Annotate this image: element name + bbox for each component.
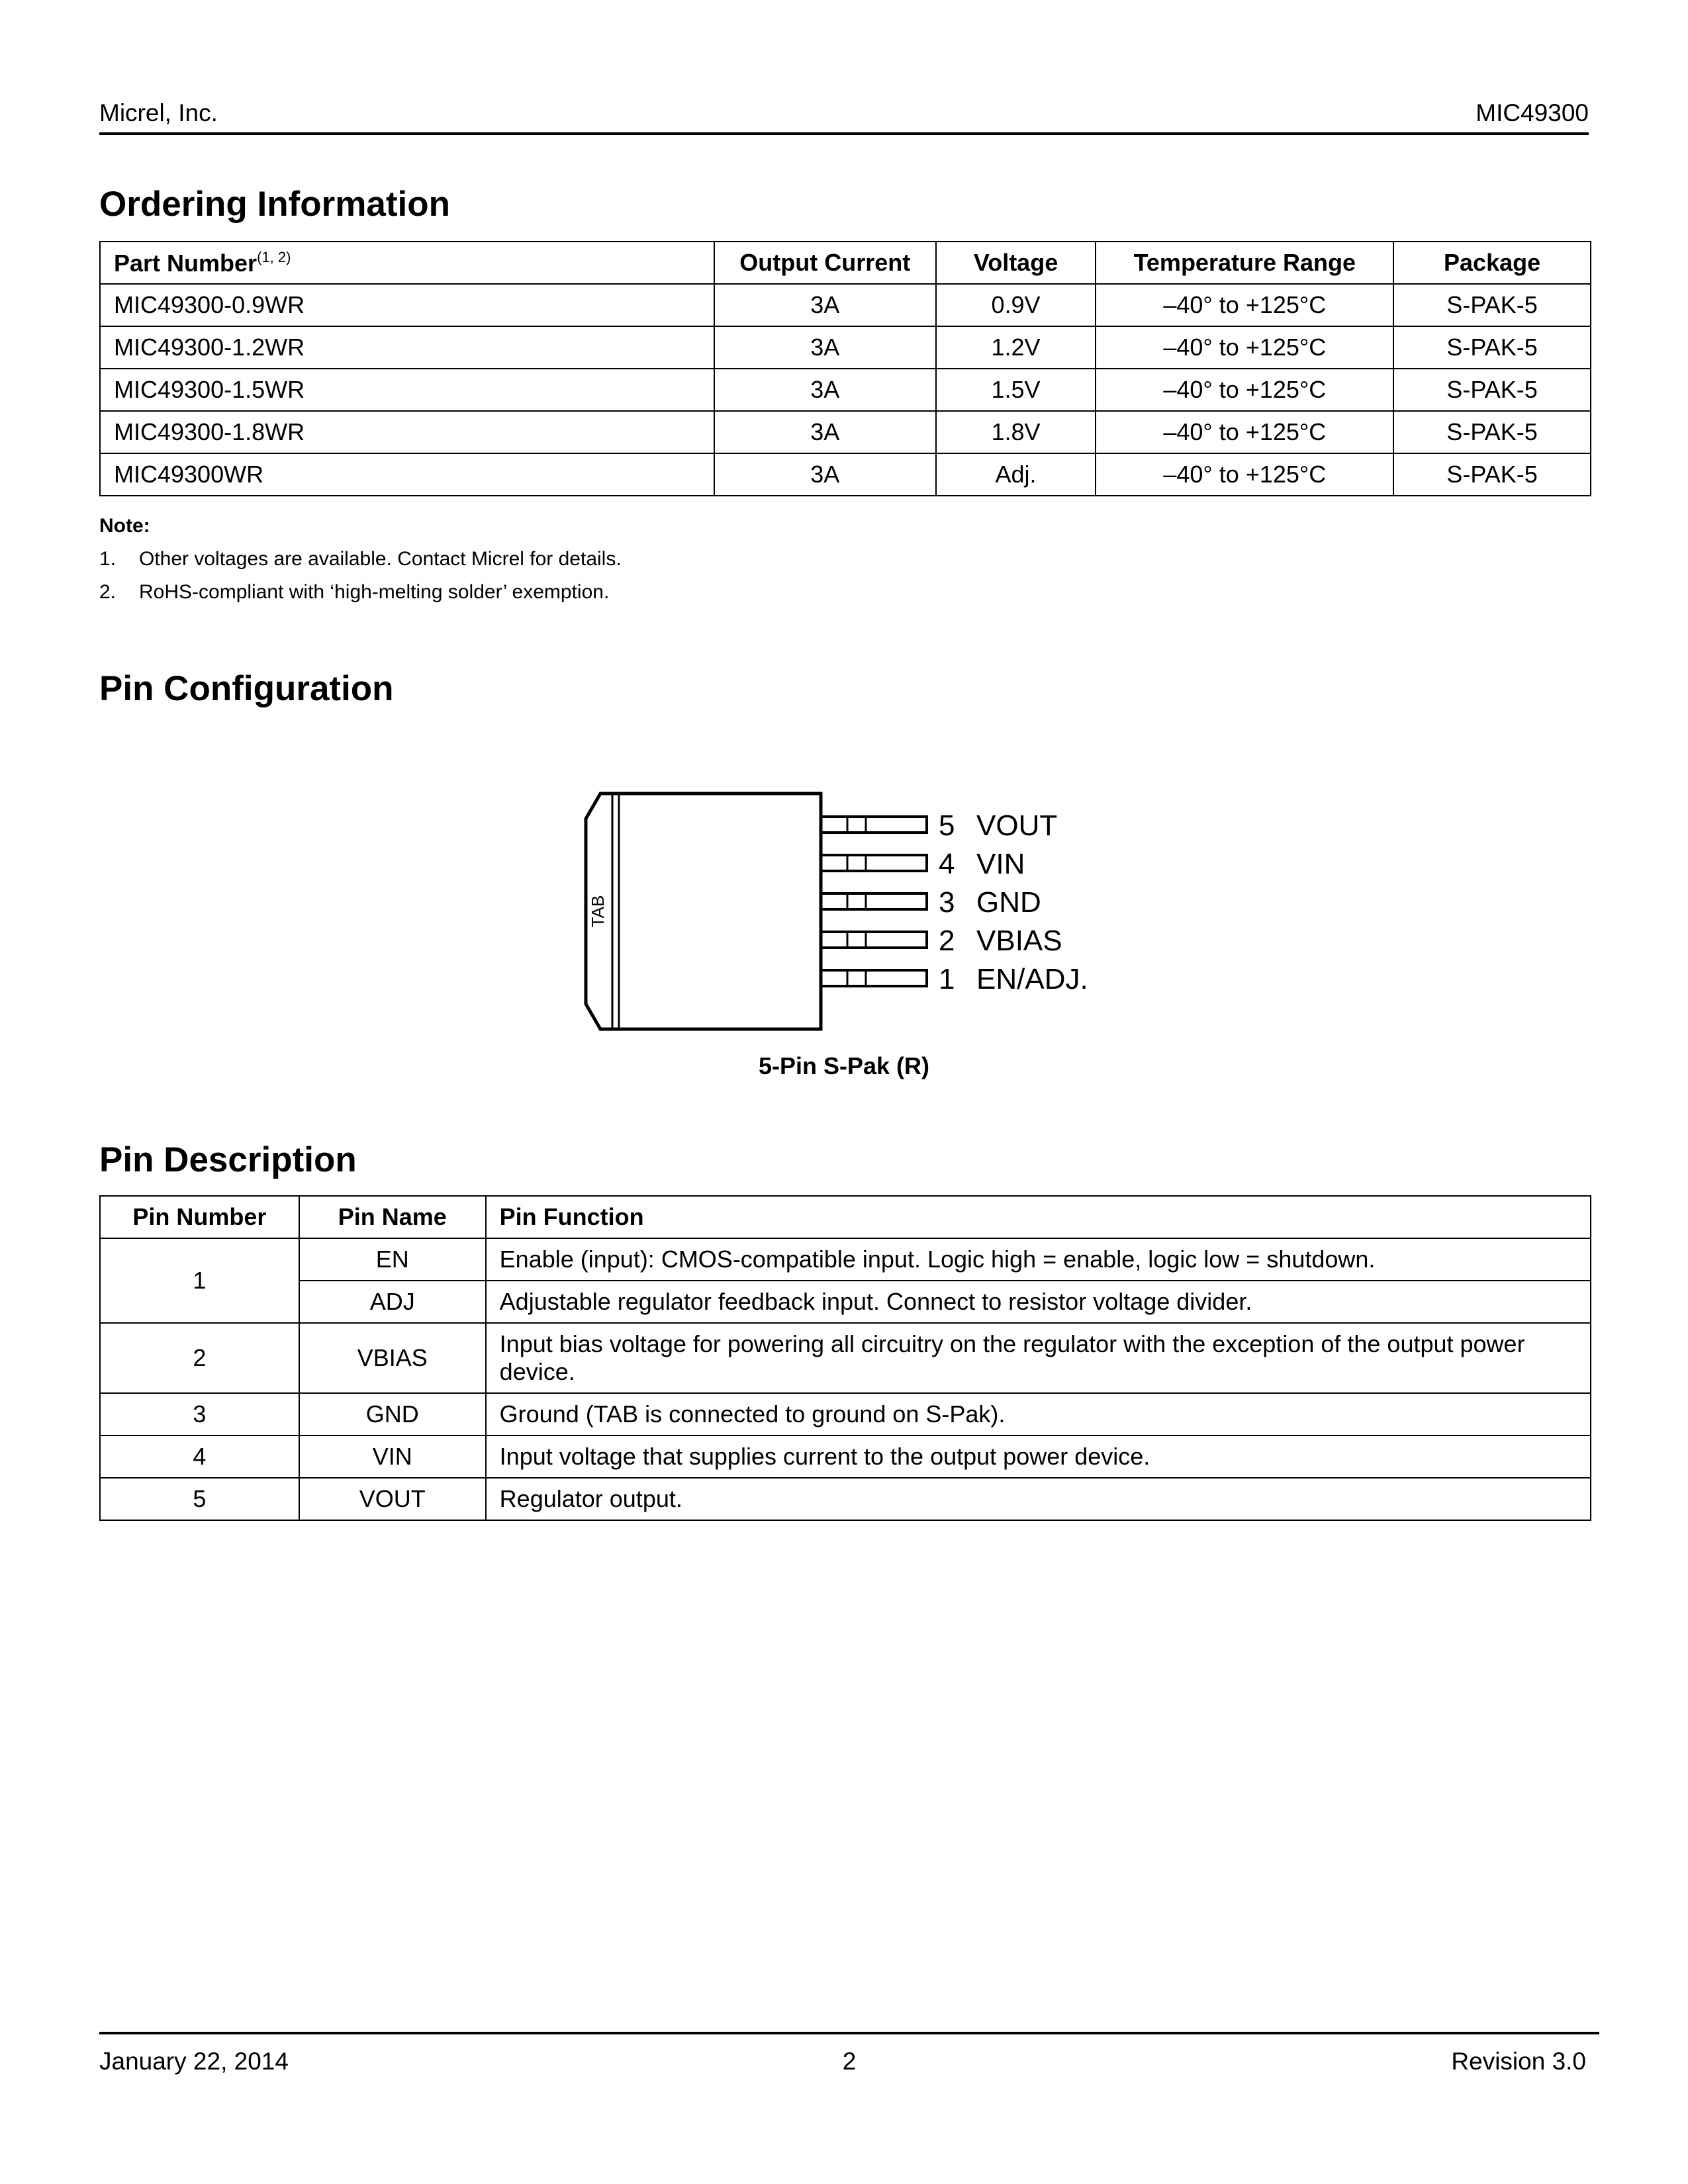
header-company: Micrel, Inc. xyxy=(99,99,218,126)
pin-name-cell: VBIAS xyxy=(299,1323,486,1393)
table-row xyxy=(100,411,1591,453)
pin-lead xyxy=(821,932,927,948)
pin-lead xyxy=(821,855,927,871)
table-row xyxy=(100,369,1591,411)
part-number-cell: MIC49300-1.2WR xyxy=(100,326,714,369)
pin-function-cell: Enable (input): CMOS-compatible input. Logic high = enable, logic low = shutdown. xyxy=(486,1238,1591,1281)
pin-lead xyxy=(821,817,927,833)
ordering-header-package: Package xyxy=(1393,242,1591,284)
pin-number-label: 2 xyxy=(939,925,955,957)
table-row xyxy=(100,1238,1591,1281)
pin-name-cell: GND xyxy=(299,1393,486,1435)
note-item xyxy=(99,548,622,570)
temperature-range-cell: –40° to +125°C xyxy=(1096,284,1393,326)
ordering-title: Ordering Information xyxy=(99,185,450,224)
header-part-number: MIC49300 xyxy=(1476,99,1589,126)
table-row xyxy=(100,1393,1591,1435)
pin-3 xyxy=(821,886,1041,919)
pin-config-title: Pin Configuration xyxy=(99,669,394,708)
package-outline xyxy=(586,794,821,1029)
pin-number-label: 5 xyxy=(939,809,955,842)
pin-number-label: 4 xyxy=(939,848,955,880)
table-row xyxy=(100,453,1591,496)
pin-description-table xyxy=(99,1195,1591,1521)
pin-name-label: VBIAS xyxy=(976,925,1062,957)
pin-1 xyxy=(821,963,1088,995)
package-cell: S-PAK-5 xyxy=(1393,369,1591,411)
pin-function-cell: Input voltage that supplies current to the output power device. xyxy=(486,1435,1591,1478)
pin-number-cell: 2 xyxy=(100,1323,299,1393)
pin-name-cell: VIN xyxy=(299,1435,486,1478)
table-row xyxy=(100,326,1591,369)
pin-name-label: GND xyxy=(976,886,1041,919)
pin-description-title: Pin Description xyxy=(99,1140,357,1179)
pin-lead xyxy=(821,970,927,986)
table-row xyxy=(100,1323,1591,1393)
pin-number-label: 1 xyxy=(939,963,955,995)
package-cell: S-PAK-5 xyxy=(1393,326,1591,369)
ordering-header-voltage: Voltage xyxy=(936,242,1096,284)
ordering-header-row xyxy=(100,242,1591,284)
pin-name-cell: ADJ xyxy=(299,1281,486,1323)
temperature-range-cell: –40° to +125°C xyxy=(1096,326,1393,369)
package-cell: S-PAK-5 xyxy=(1393,411,1591,453)
table-row xyxy=(100,284,1591,326)
output-current-cell: 3A xyxy=(714,284,936,326)
part-number-cell: MIC49300WR xyxy=(100,453,714,496)
table-row xyxy=(100,1478,1591,1520)
ordering-header-temperature-range: Temperature Range xyxy=(1096,242,1393,284)
pin-4 xyxy=(821,848,1025,880)
pin-5 xyxy=(821,809,1057,842)
header-pin-number: Pin Number xyxy=(100,1196,299,1238)
voltage-cell: Adj. xyxy=(936,453,1096,496)
output-current-cell: 3A xyxy=(714,411,936,453)
page-footer xyxy=(99,2032,1599,2074)
pin-number-cell: 3 xyxy=(100,1393,299,1435)
table-row xyxy=(100,1435,1591,1478)
ordering-header-part-number: Part Number$^{(1, 2)}$ xyxy=(100,242,714,284)
header-pin-name: Pin Name xyxy=(299,1196,486,1238)
ordering-header-output-current: Output Current xyxy=(714,242,936,284)
pin-name-cell: VOUT xyxy=(299,1478,486,1520)
part-number-cell: MIC49300-1.5WR xyxy=(100,369,714,411)
part-number-cell: MIC49300-1.8WR xyxy=(100,411,714,453)
temperature-range-cell: –40° to +125°C xyxy=(1096,369,1393,411)
table-row xyxy=(100,1281,1591,1323)
note-number: 1. xyxy=(99,548,117,570)
pin-number-label: 3 xyxy=(939,886,955,919)
pin-function-cell: Input bias voltage for powering all circuitry on the regulator with the exception of the output power device. xyxy=(486,1323,1591,1393)
note-title: Note: xyxy=(99,515,150,537)
package-cell: S-PAK-5 xyxy=(1393,453,1591,496)
pin-number-cell: 5 xyxy=(100,1478,299,1520)
output-current-cell: 3A xyxy=(714,453,936,496)
temperature-range-cell: –40° to +125°C xyxy=(1096,411,1393,453)
pin-function-cell: Regulator output. xyxy=(486,1478,1591,1520)
voltage-cell: 1.5V xyxy=(936,369,1096,411)
voltage-cell: 1.2V xyxy=(936,326,1096,369)
pin-number-cell: 4 xyxy=(100,1435,299,1478)
output-current-cell: 3A xyxy=(714,369,936,411)
part-number-footnote: (1, 2) xyxy=(257,248,291,265)
pin-function-cell: Adjustable regulator feedback input. Connect to resistor voltage divider. xyxy=(486,1281,1591,1323)
output-current-cell: 3A xyxy=(714,326,936,369)
note-number: 2. xyxy=(99,581,117,603)
note-text: Other voltages are available. Contact Micrel for details. xyxy=(139,548,622,570)
voltage-cell: 0.9V xyxy=(936,284,1096,326)
footer-date: January 22, 2014 xyxy=(99,2048,289,2075)
voltage-cell: 1.8V xyxy=(936,411,1096,453)
header-pin-function: Pin Function xyxy=(486,1196,1591,1238)
pin-2 xyxy=(821,925,1062,957)
pin-function-cell: Ground (TAB is connected to ground on S-Pak). xyxy=(486,1393,1591,1435)
temperature-range-cell: –40° to +125°C xyxy=(1096,453,1393,496)
pin-lead xyxy=(821,893,927,909)
tab-label: TAB xyxy=(588,895,608,928)
package-cell: S-PAK-5 xyxy=(1393,284,1591,326)
pin-name-label: EN/ADJ. xyxy=(976,963,1088,995)
pin-leads xyxy=(821,809,1088,995)
note-text: RoHS-compliant with ‘high-melting solder’ exemption. xyxy=(139,581,610,603)
footer-page-number: 2 xyxy=(842,2048,857,2075)
part-number-cell: MIC49300-0.9WR xyxy=(100,284,714,326)
footer-revision: Revision 3.0 xyxy=(1451,2048,1586,2075)
pin-name-label: VOUT xyxy=(976,809,1058,842)
note-item xyxy=(99,581,609,604)
pin-name-label: VIN xyxy=(976,848,1025,880)
pin-name-cell: EN xyxy=(299,1238,486,1281)
pin-number-cell: 1 xyxy=(100,1238,299,1323)
pin-description-header-row xyxy=(100,1196,1591,1238)
page-header xyxy=(99,99,1589,135)
pin-config-caption: 5-Pin S-Pak (R) xyxy=(758,1052,930,1079)
ordering-table xyxy=(99,241,1591,496)
